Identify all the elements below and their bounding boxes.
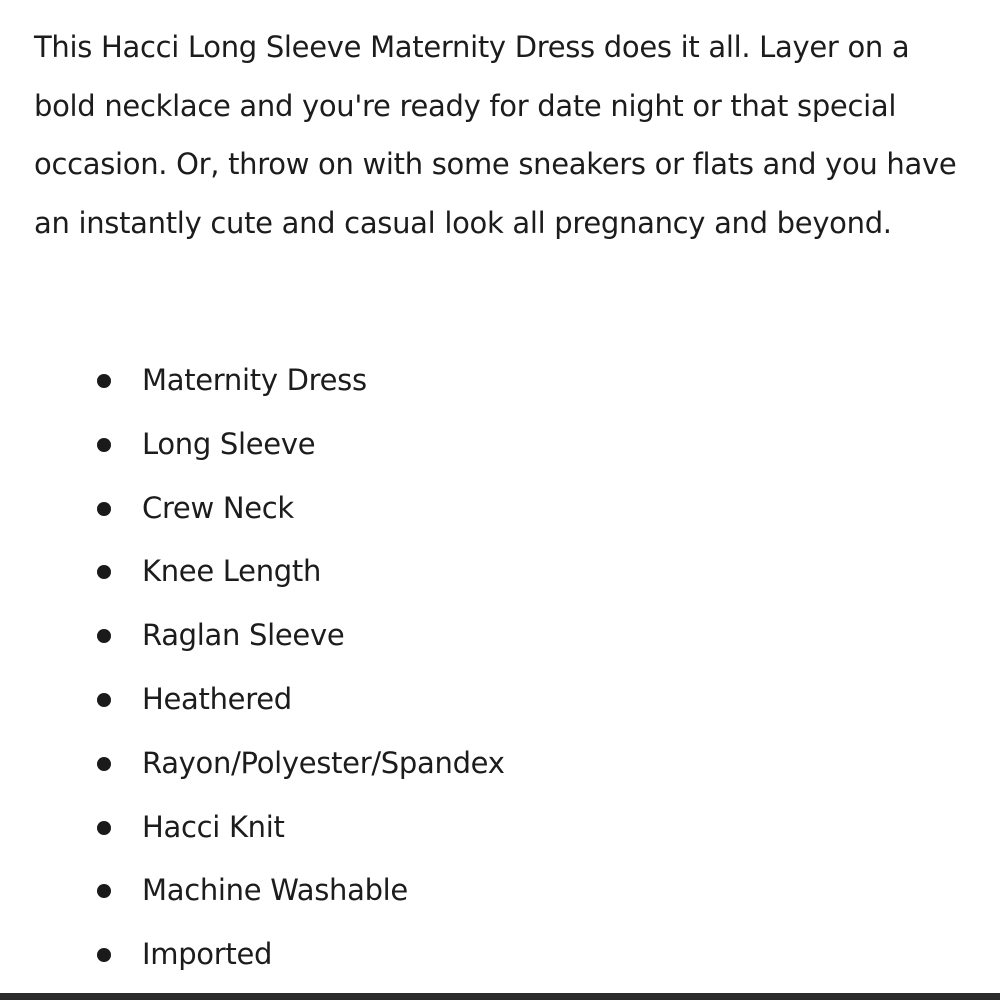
bullet-icon [97, 502, 111, 516]
feature-label: Heathered [142, 681, 292, 716]
bullet-icon [97, 948, 111, 962]
bullet-icon [97, 374, 111, 388]
feature-label: Rayon/Polyester/Spandex [142, 745, 505, 780]
feature-label: Maternity Dress [142, 363, 367, 397]
bullet-icon [97, 438, 111, 452]
feature-label: Knee Length [142, 554, 322, 589]
product-description-paragraph: This Hacci Long Sleeve Maternity Dress does it all. Layer on a bold necklace and you're ready for date night or that special occasion. Or, throw on with some sneakers or flats and you have an instantly cute and casual look all pregnancy and beyond. [34, 30, 957, 240]
bullet-icon [97, 757, 111, 771]
bullet-icon [97, 565, 111, 579]
feature-label: Long Sleeve [142, 426, 316, 461]
bullet-icon [97, 693, 111, 707]
feature-label: Machine Washable [142, 873, 408, 908]
bullet-icon [97, 884, 111, 898]
feature-label: Raglan Sleeve [142, 618, 345, 653]
feature-label: Hacci Knit [142, 809, 285, 844]
bullet-icon [97, 629, 111, 643]
feature-label: Imported [142, 937, 273, 972]
bullet-icon [97, 821, 111, 835]
bottom-divider-bar [0, 993, 1000, 1000]
feature-label: Crew Neck [142, 490, 294, 525]
